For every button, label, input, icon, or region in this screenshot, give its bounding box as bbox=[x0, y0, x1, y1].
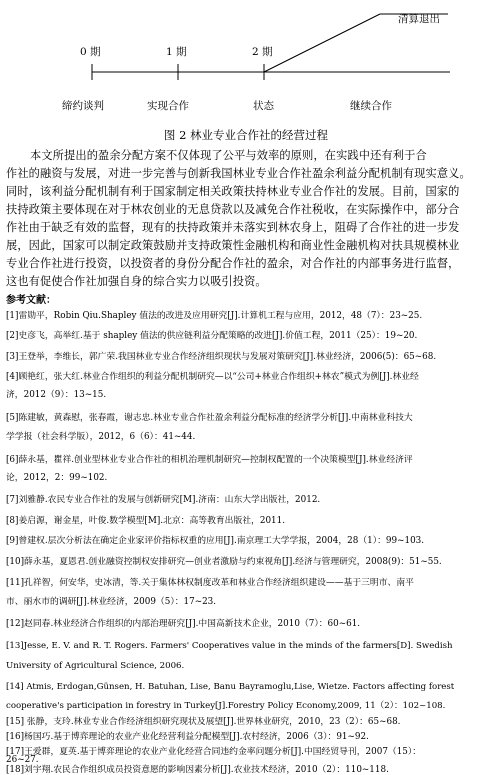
reference-item: [11]孔祥智，何安华，史冰清，等.关于集体林权制度改革和林业合作经济组织建设——基于三明市、南平 bbox=[6, 578, 414, 588]
figure-caption: 图 2 林业专业合作社的经营过程 bbox=[163, 128, 329, 142]
reference-item: [6]薛永基，瞿祥.创业型林业专业合作社的相机治理机制研究—控制权配置的一个决策模型[J].林业经济评 bbox=[6, 455, 413, 465]
reference-item: [2]史彦飞，高举红.基于 shapley 值法的供应链利益分配策略的改进[J].价值工程，2011（25）：19~20. bbox=[6, 331, 418, 341]
reference-item: [17]王爱群，夏英.基于博弈理论的农业产业化经营合同违约金率问题分析[J].中国经贸导刊，2007（15）： bbox=[6, 747, 422, 757]
references-heading: 参考文献： bbox=[6, 295, 56, 306]
reference-item: cooperative's participation in forestry in Turkey[J].Forestry Policy Economy,2009, 11（2）：102~108. bbox=[6, 701, 446, 711]
reference-item: [3]王登举，李维长，郭广荣.我国林业专业合作经济组织现状与发展对策研究[J].林业经济，2006(5)：65~68. bbox=[6, 352, 437, 362]
stage-cooperation: 实现合作 bbox=[147, 100, 189, 112]
reference-item: University of Agricultural Science, 2006. bbox=[6, 661, 185, 671]
period-2-label: 2 期 bbox=[252, 46, 273, 58]
reference-item: [16]杨国巧.基于博弈理论的农业产业化经营利益分配模型[J].农村经济，2006（3）：91~92. bbox=[6, 732, 369, 742]
reference-item: [10]薛永基，夏恩君.创业融资控制权安排研究—创业者激励与约束视角[J].经济与管理研究，2008(9)：51~55. bbox=[6, 557, 442, 567]
stage-continue: 继续合作 bbox=[350, 100, 392, 112]
body-line: 作社的融资与发展，对进一步完善与创新我国林业专业合作社盈余利益分配机制有现实意义。 bbox=[6, 167, 471, 180]
reference-item: [9]曾建权.层次分析法在确定企业家评价指标权重的应用[J].南京理工大学学报，2004，28（1）：99~103. bbox=[6, 536, 425, 546]
body-line: 展，因此，国家可以制定政策鼓励并支持政策性金融机构和商业性金融机构对扶具规模林业 bbox=[6, 239, 460, 252]
reference-item: [12]赵同春.林业经济合作组织的内部治理研究[J].中国高新技术企业，2010（7）：60~61. bbox=[6, 619, 361, 629]
body-line: 扶持政策主要体现在对于林农创业的无息贷款以及减免合作社税收，在实际操作中，部分合 bbox=[6, 203, 460, 216]
body-line: 这也有促使合作社加强自身的综合实力以吸引投资。 bbox=[6, 275, 267, 288]
stage-negotiation: 缔约谈判 bbox=[62, 100, 104, 112]
reference-item: [13]Jesse, E. V. and R. T. Rogers. Farmers' Cooperatives value in the minds of the farmers[D]. Swedish bbox=[6, 641, 453, 651]
reference-item: 市、丽水市的调研[J].林业经济，2009（5）：17~23. bbox=[6, 597, 217, 607]
reference-item: 26~27. bbox=[6, 755, 39, 765]
reference-item: 论，2012，2：99~102. bbox=[6, 473, 108, 483]
period-1-label: 1 期 bbox=[166, 46, 187, 58]
reference-item: [7]刘雅静.农民专业合作社的发展与创新研究[M].济南：山东大学出版社，2012. bbox=[6, 495, 321, 505]
reference-item: 学学报（社会科学版），2012，6（6）：41~44. bbox=[6, 432, 196, 442]
reference-item: [14] Atmis, Erdogan,Günsen, H. Batuhan, Lise, Banu Bayramoglu,Lise, Wietze. Factors affecting forest bbox=[6, 682, 455, 692]
body-line: 同时，该利益分配机制有利于国家制定相关政策扶持林业专业合作社的发展。目前，国家的 bbox=[6, 185, 460, 198]
period-0-label: 0 期 bbox=[80, 46, 101, 58]
reference-item: [18]刘宇翔.农民合作组织成员投资意愿的影响因素分析[J].农业技术经济，2010（2）：110~118. bbox=[6, 765, 389, 775]
stage-state: 状态 bbox=[253, 100, 274, 112]
reference-item: [8]姜启源，谢金星，叶俊.数学模型[M].北京：高等教育出版社，2011. bbox=[6, 516, 286, 526]
body-line: 作社由于缺乏有效的监督，现有的扶持政策并未落实到林农身上，阻碍了合作社的进一步发 bbox=[6, 221, 460, 234]
body-line: 本文所提出的盈余分配方案不仅体现了公平与效率的原则，在实践中还有利于合 bbox=[30, 149, 427, 162]
reference-item: [4]顾艳红，张大红.林业合作组织的利益分配机制研究—以“公司+林业合作组织+林农”模式为例[J].林业经 bbox=[6, 372, 419, 382]
exit-label: 清算退出 bbox=[398, 13, 440, 25]
reference-item: 济，2012（9）：13~15. bbox=[6, 390, 107, 400]
body-line: 专业合作社进行投资，以投资者的身份分配合作社的盈余，对合作社的内部事务进行监督， bbox=[6, 257, 460, 270]
reference-item: [15] 张静，支玲.林业专业合作经济组织研究现状及展望[J].世界林业研究，2010，23（2）：65~68. bbox=[6, 717, 401, 727]
exit-branch-line bbox=[264, 14, 380, 72]
reference-item: [5]陈建敏，黄森慰，张春霞，谢志忠.林业专业合作社盈余利益分配标准的经济学分析[J].中南林业科技大 bbox=[6, 413, 413, 423]
reference-item: [1]雷勋平，Robin Qiu.Shapley 值法的改进及应用研究[J].计算机工程与应用，2012，48（7）：23~25. bbox=[6, 311, 423, 321]
